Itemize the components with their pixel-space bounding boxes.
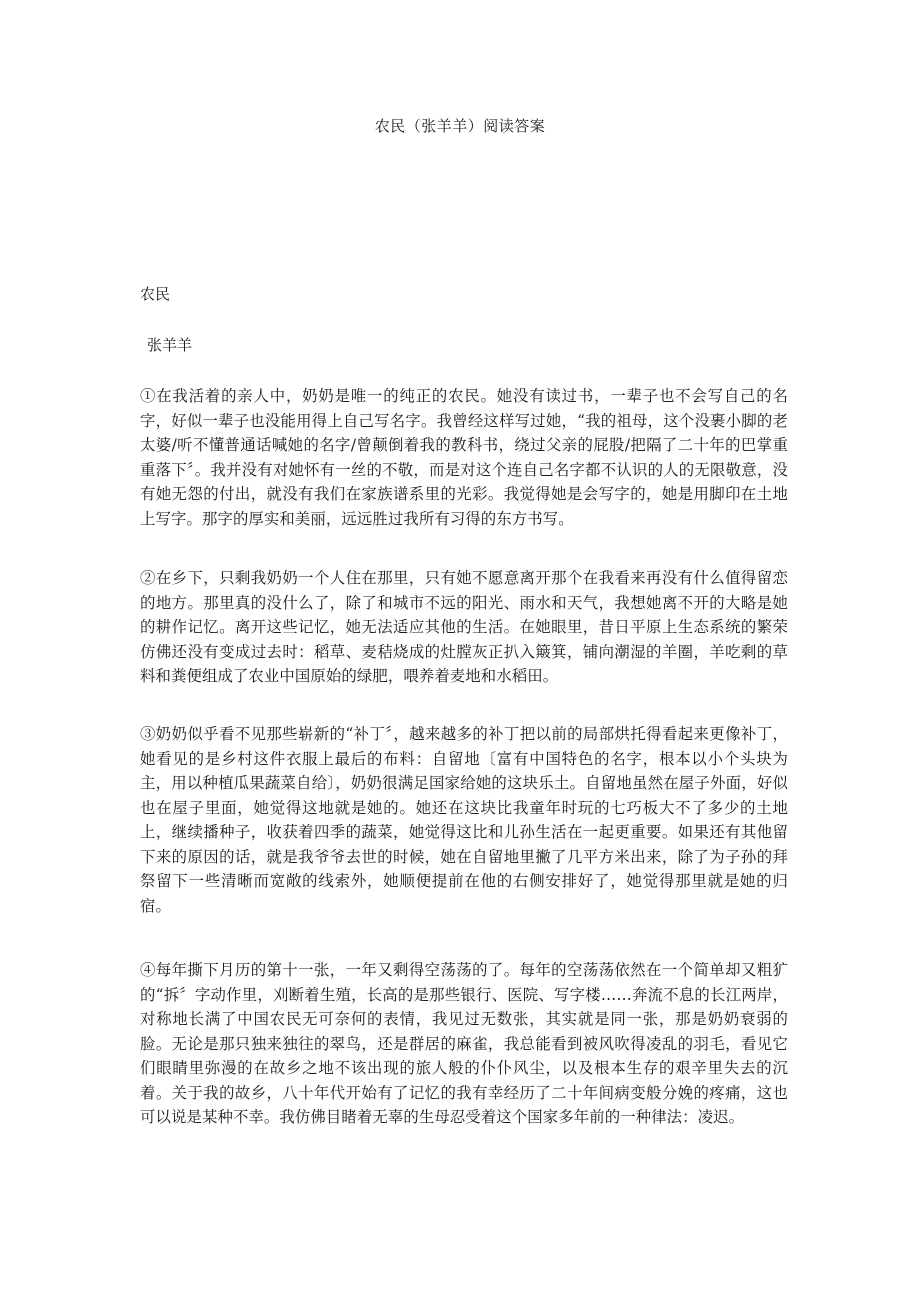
document-title: 农民（张羊羊）阅读答案 (374, 117, 546, 135)
paragraph-4: ④每年撕下月历的第十一张，一年又剩得空荡荡的了。每年的空荡荡依然在一个简单却又粗犷的“拆〞字动作里，刈断着生殖，长高的是那些银行、医院、写字楼……奔流不息的长江两岸，对称地长满了中国农民无可奈何的表情，我见过无数张，其实就是同一张，那是奶奶衰弱的脸。无论是那只独来独往的翠鸟，还是群居的麻雀，我总能看到被风吹得凌乱的羽毛，看见它们眼睛里弥漫的在故乡之地不该出现的旅人般的仆仆风尘，以及根本生存的艰辛里失去的沉着。关于我的故乡，八十年代开始有了记忆的我有幸经历了二十年间病变般分娩的疼痛，这也可以说是某种不幸。我仿佛目睹着无辜的生母忍受着这个国家多年前的一种律法：凌迟。 (140, 961, 788, 1126)
paragraph-1: ①在我活着的亲人中，奶奶是唯一的纯正的农民。她没有读过书，一辈子也不会写自己的名字，好似一辈子也没能用得上自己写名字。我曾经这样写过她，“我的祖母，这个没裹小脚的老太婆/听不懂普通话喊她的名字/曾颠倒着我的教科书，绕过父亲的屁股/把隔了二十年的巴掌重重落下〞。我并没有对她怀有一丝的不敬，而是对这个连自己名字都不认识的人的无限敬意，没有她无怨的付出，就没有我们在家族谱系里的光彩。我觉得她是会写字的，她是用脚印在土地上写字。那字的厚实和美丽，远远胜过我所有习得的东方书写。 (140, 387, 788, 528)
paragraph-3: ③奶奶似乎看不见那些崭新的“补丁〞，越来越多的补丁把以前的局部烘托得看起来更像补丁，她看见的是乡村这件衣服上最后的布料：自留地〔富有中国特色的名字，根本以小个头块为主，用以种植瓜果蔬菜自给〕，奶奶很满足国家给她的这块乐土。自留地虽然在屋子外面，好似也在屋子里面，她觉得这地就是她的。她还在这块比我童年时玩的七巧板大不了多少的土地上，继续播种子，收获着四季的蔬菜，她觉得这比和儿孙生活在一起更重要。如果还有其他留下来的原因的话，就是我爷爷去世的时候，她在自留地里撇了几平方米出来，除了为子孙的拜祭留下一些清晰而宽敞的线索外，她顺便提前在他的右侧安排好了，她觉得那里就是她的归宿。 (140, 725, 788, 915)
paragraph-2: ②在乡下，只剩我奶奶一个人住在那里，只有她不愿意离开那个在我看来再没有什么值得留恋的地方。那里真的没什么了，除了和城市不远的阳光、雨水和天气，我想她离不开的大略是她的耕作记忆。离开这些记忆，她无法适应其他的生活。在她眼里，昔日平原上生态系统的繁荣仿佛还没有变成过去时：稻草、麦秸烧成的灶膛灰正扒入簸箕，铺向潮湿的羊圈，羊吃剩的草料和粪便组成了农业中国原始的绿肥，喂养着麦地和水稻田。 (140, 569, 788, 685)
essay-author: 张羊羊 (147, 336, 193, 354)
essay-heading: 农民 (140, 285, 171, 303)
